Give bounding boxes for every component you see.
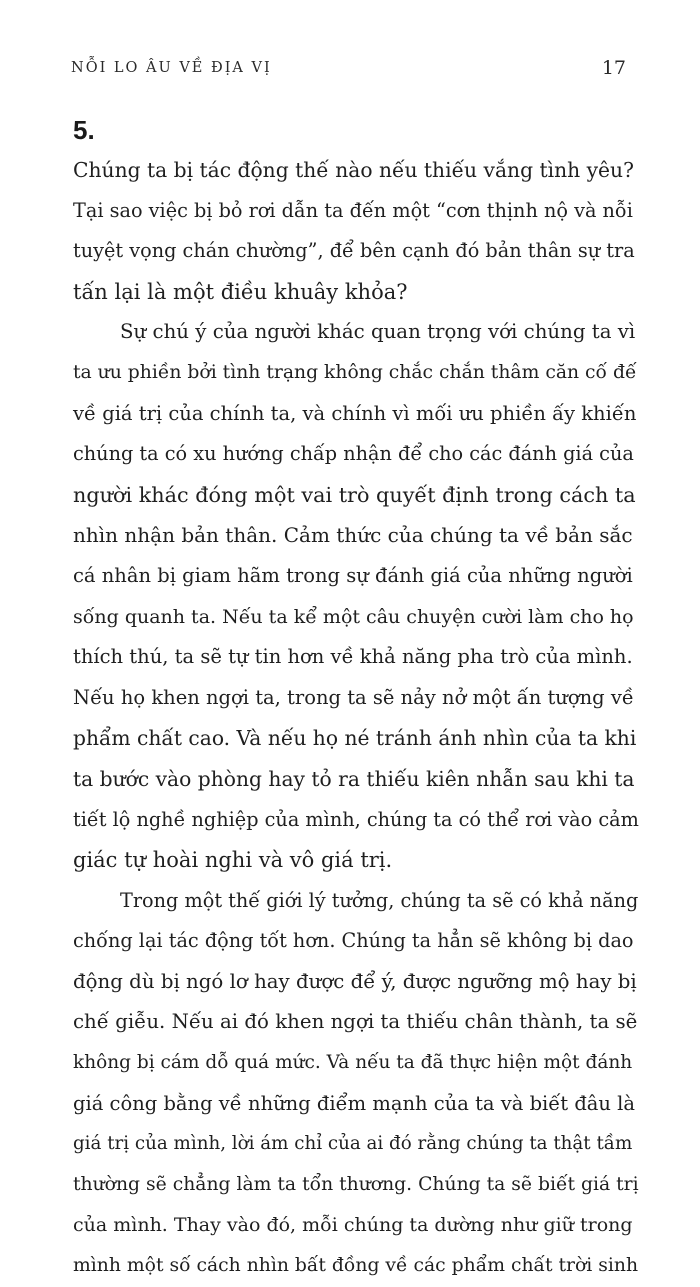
text-line: Sự chú ý của người khác quan trọng với chúng ta vì (120, 320, 636, 344)
text-line: người khác đóng một vai trò quyết định trong cách ta (73, 482, 636, 507)
text-line: sống quanh ta. Nếu ta kể một câu chuyện cười làm cho họ (73, 605, 634, 628)
text-line: giác tự hoài nghi và vô giá trị. (73, 848, 393, 873)
text-line: của mình. Thay vào đó, mỗi chúng ta dường như giữ trong (73, 1214, 633, 1237)
text-line: thích thú, ta sẽ tự tin hơn về khả năng pha trò của mình. (73, 645, 633, 669)
text-line: giá công bằng về những điểm mạnh của ta và biết đâu là (73, 1091, 636, 1115)
text-line: cá nhân bị giam hãm trong sự đánh giá của những người (73, 563, 633, 587)
text-line: Nếu họ khen ngợi ta, trong ta sẽ nảy nở một ấn tượng về (73, 685, 634, 709)
body-text (73, 150, 639, 1287)
text-line: Chúng ta bị tác động thế nào nếu thiếu vắng tình yêu? (73, 158, 634, 182)
text-line: Trong một thế giới lý tưởng, chúng ta sẽ có khả năng (120, 888, 639, 912)
text-line: tuyệt vọng chán chường”, để bên cạnh đó bản thân sự tra (73, 239, 635, 263)
running-head-title: NỖI LO ÂU VỀ ĐỊA VỊ (71, 60, 272, 76)
text-line: không bị cám dỗ quá mức. Và nếu ta đã thực hiện một đánh (73, 1052, 633, 1074)
text-line: Tại sao việc bị bỏ rơi dẫn ta đến một “cơn thịnh nộ và nỗi (73, 198, 633, 222)
text-line: nhìn nhận bản thân. Cảm thức của chúng ta về bản sắc (73, 523, 633, 548)
page-number: 17 (601, 57, 626, 79)
text-line: thường sẽ chẳng làm ta tổn thương. Chúng ta sẽ biết giá trị (73, 1173, 639, 1195)
section-number: 5. (73, 115, 95, 145)
text-line: ta ưu phiền bởi tình trạng không chắc chắn thâm căn cố đế (73, 361, 637, 383)
text-line: mình một số cách nhìn bất đồng về các phẩm chất trời sinh (73, 1255, 639, 1277)
text-line: tiết lộ nghề nghiệp của mình, chúng ta có thể rơi vào cảm (73, 807, 639, 831)
text-line: chế giễu. Nếu ai đó khen ngợi ta thiếu chân thành, ta sẽ (73, 1010, 638, 1034)
text-line: giá trị của mình, lời ám chỉ của ai đó rằng chúng ta thật tầm (73, 1133, 633, 1155)
text-line: về giá trị của chính ta, và chính vì mối ưu phiền ấy khiến (73, 401, 637, 425)
text-line: chúng ta có xu hướng chấp nhận để cho các đánh giá của (73, 442, 634, 466)
text-line: tấn lại là một điều khuây khỏa? (73, 279, 408, 304)
text-line: chống lại tác động tốt hơn. Chúng ta hẳn sẽ không bị dao (73, 929, 634, 953)
text-line: ta bước vào phòng hay tỏ ra thiếu kiên nhẫn sau khi ta (73, 766, 635, 791)
text-line: động dù bị ngó lơ hay được để ý, được ngưỡng mộ hay bị (73, 969, 637, 993)
text-line: phẩm chất cao. Và nếu họ né tránh ánh nhìn của ta khi (73, 726, 637, 751)
